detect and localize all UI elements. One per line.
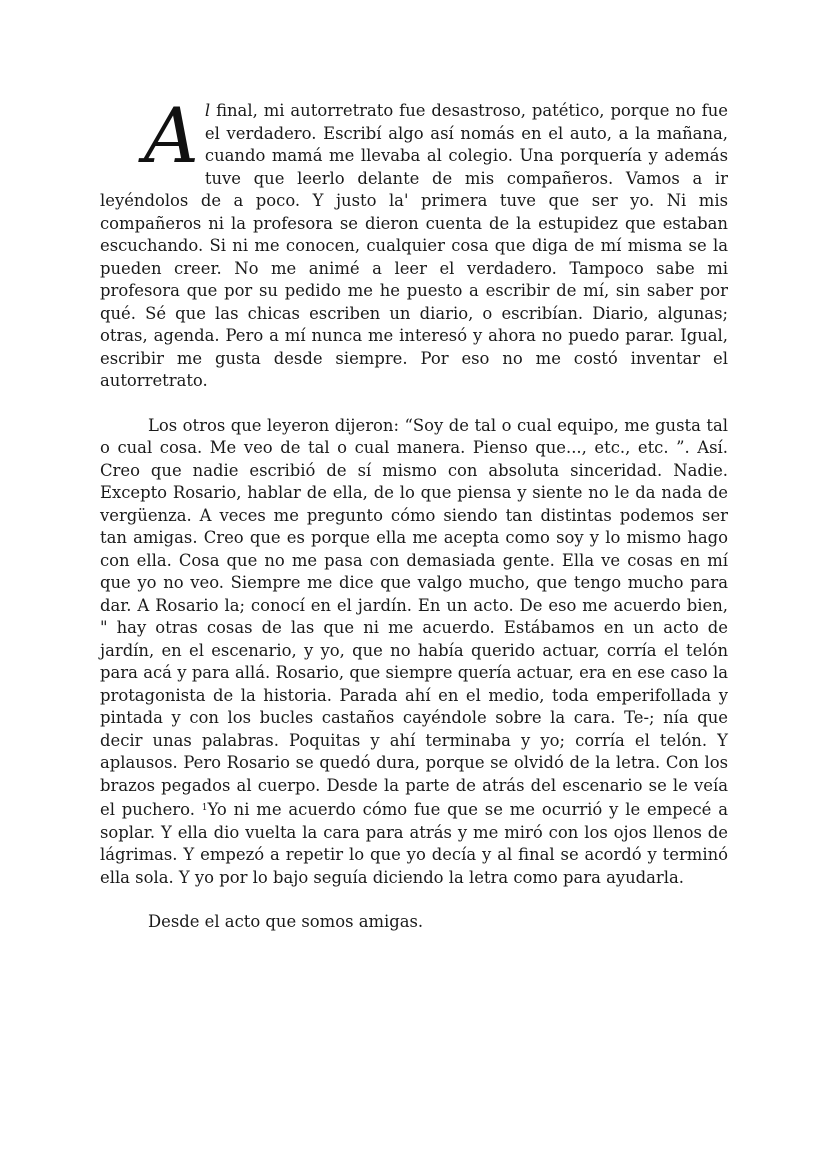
drop-cap-continuation: l	[204, 101, 211, 120]
paragraph-1-text: final, mi autorretrato fue desastroso, patético, porque no fue el verdadero. Escribí algo así nomás en el auto, a la mañana, cuando mamá me llevaba al colegio. Una porquería y además tuve que leerlo delante de mis compañeros. Vamos a ir leyéndolos de a poco. Y justo la' primera tuve que ser yo. Ni mis compañeros ni la profesora se dieron cuenta de la estupidez que estaban escuchando. Si ni me conocen, cualquier cosa que diga de mí misma se la pueden creer. No me animé a leer el verdadero. Tampoco sabe mi profesora que por su pedido me he puesto a escribir de mí, sin saber por qué. Sé que las chicas escriben un diario, o escribían. Diario, algunas; otras, agenda. Pero a mí nunca me interesó y ahora no puedo parar. Igual, escribir me gusta desde siempre. Por eso no me costó inventar el autorretrato.	[100, 101, 728, 390]
paragraph-2-text-a: Los otros que leyeron dijeron: “Soy de tal o cual equipo, me gusta tal o cual cosa. Me veo de tal o cual manera. Pienso que..., etc., etc. ”. Así. Creo que nadie escribió de sí mismo con absoluta sinceridad. Nadie. Excepto Rosario, hablar de ella, de lo que piensa y siente no le da nada de vergüenza. A veces me pregunto cómo siendo tan distintas podemos ser tan amigas. Creo que es porque ella me acepta como soy y lo mismo hago con ella. Cosa que no me pasa con demasiada gente. Ella ve cosas en mí que yo no veo. Siempre me dice que valgo mucho, que tengo mucho para dar. A Rosario la; conocí en el jardín. En un acto. De eso me acuerdo bien, " hay otras cosas de las que ni me acuerdo. Estábamos en un acto de jardín, en el escenario, y yo, que no había querido actuar, corría el telón para acá y para allá. Rosario, que siempre quería actuar, era en ese caso la protagonista de la historia. Parada ahí en el medio, toda emperifollada y pintada y con los bucles castaños cayéndole sobre la cara. Te-; nía que decir unas palabras. Poquitas y ahí terminaba y yo; corría el telón. Y aplausos. Pero Rosario se quedó dura, porque se olvidó de la letra. Con los brazos pegados al cuerpo. Desde la parte de atrás del escenario se le veía el puchero.	[100, 415, 728, 819]
paragraph-1	[100, 91, 728, 393]
paragraph-2-text-b: Yo ni me acuerdo cómo fue que se me ocurrió y le empecé a soplar. Y ella dio vuelta la cara para atrás y me miró con los ojos llenos de lágrimas. Y empezó a repetir lo que yo decía y al final se acordó y terminó ella sola. Y yo por lo bajo seguía diciendo la letra como para ayudarla.	[100, 800, 728, 887]
footnote-mark: 1	[201, 803, 208, 813]
document-page	[100, 91, 728, 934]
drop-cap: A	[144, 91, 199, 180]
paragraph-3: Desde el acto que somos amigas.	[148, 912, 424, 931]
paragraph-2	[100, 415, 728, 890]
